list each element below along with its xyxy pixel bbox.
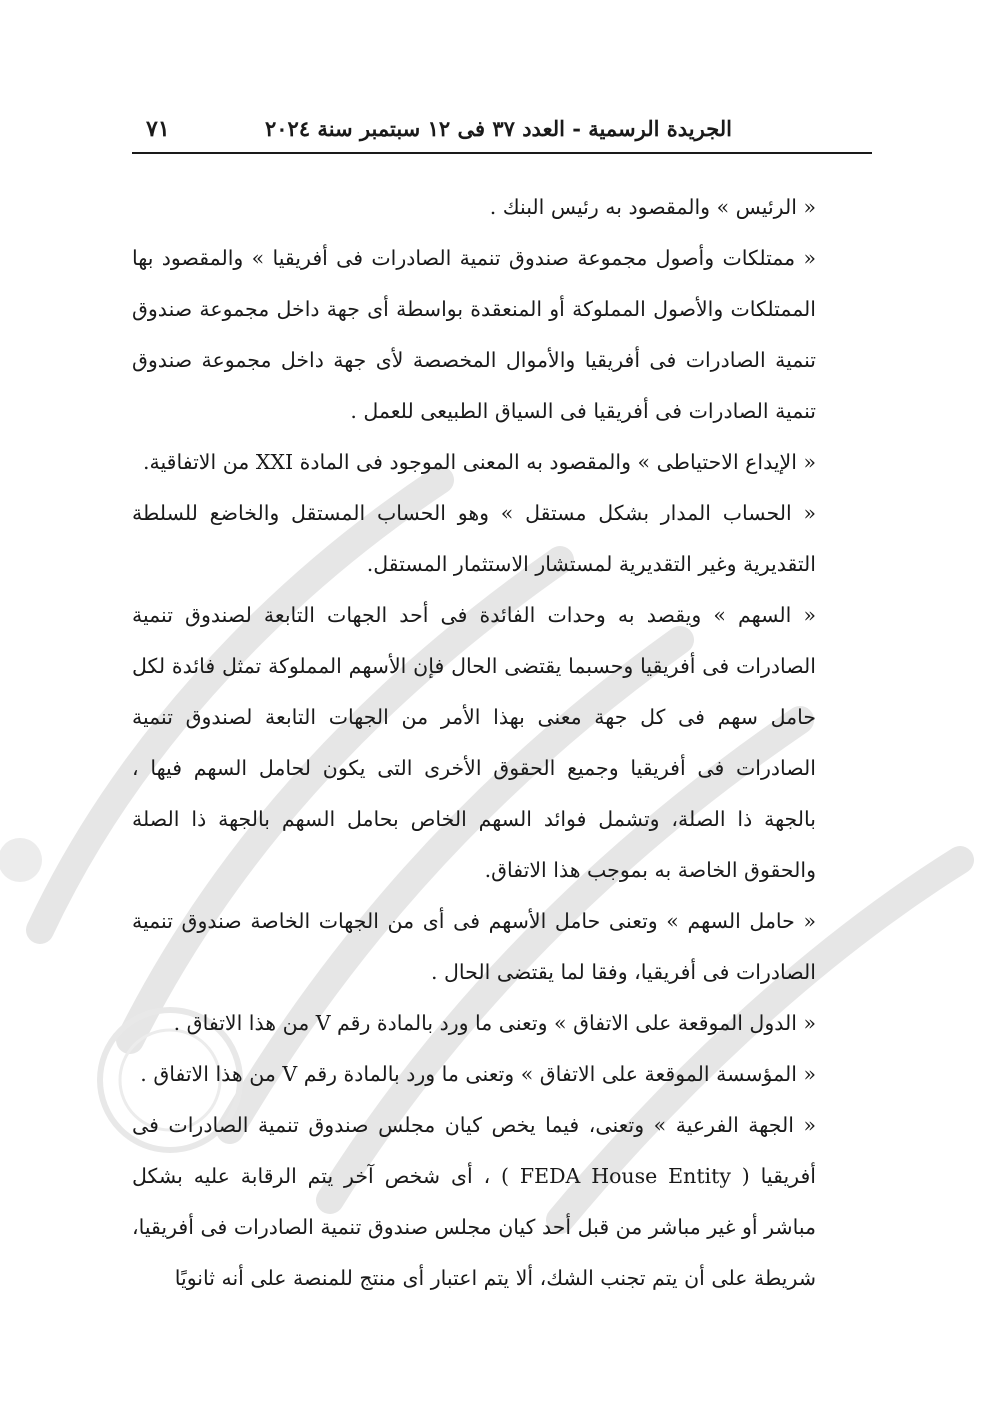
definition-paragraph: « السهم » ويقصد به وحدات الفائدة فى أحد الجهات التابعة لصندوق تنمية الصادرات فى أفريقيا وحسبما يقتضى الحال فإن الأسهم المملوكة تمثل فائدة لكل حامل سهم فى كل جهة معنى بهذا الأمر من الجهات التابعة لصندوق تنمية الصادرات فى أفريقيا وجميع الحقوق الأخرى التى يكون لحامل السهم فيها ، بالجهة ذا الصلة، وتشمل فوائد السهم الخاص بحامل السهم بالجهة ذا الصلة والحقوق الخاصة به بموجب هذا الاتفاق.	[132, 603, 816, 882]
page-header	[132, 112, 872, 154]
definition-paragraph: « الدول الموقعة على الاتفاق » وتعنى ما ورد بالمادة رقم V من هذا الاتفاق .	[173, 1011, 816, 1035]
definition-paragraph: « الحساب المدار بشكل مستقل » وهو الحساب المستقل والخاضع للسلطة التقديرية وغير التقديرية لمستشار الاستثمار المستقل.	[132, 501, 816, 576]
definition-paragraph: « المؤسسة الموقعة على الاتفاق » وتعنى ما ورد بالمادة رقم V من هذا الاتفاق .	[140, 1062, 816, 1086]
page-number: ٧١	[146, 116, 170, 142]
definition-paragraph: « الإيداع الاحتياطى » والمقصود به المعنى الموجود فى المادة XXI من الاتفاقية.	[142, 450, 816, 474]
definition-paragraph: « ممتلكات وأصول مجموعة صندوق تنمية الصادرات فى أفريقيا » والمقصود بها الممتلكات والأصول المملوكة أو المنعقدة بواسطة أى جهة داخل مجموعة صندوق تنمية الصادرات فى أفريقيا والأموال المخصصة لأى جهة داخل مجموعة صندوق تنمية الصادرات فى أفريقيا فى السياق الطبيعى للعمل .	[132, 246, 816, 423]
definition-paragraph: « الرئيس » والمقصود به رئيس البنك .	[489, 195, 816, 219]
definition-paragraph: « حامل السهم » وتعنى حامل الأسهم فى أى من الجهات الخاصة صندوق تنمية الصادرات فى أفريقيا، وفقا لما يقتضى الحال .	[132, 909, 816, 984]
document-body	[132, 182, 872, 1304]
gazette-title: الجريدة الرسمية - العدد ٣٧ فى ١٢ سبتمبر سنة ٢٠٢٤	[265, 116, 732, 141]
definition-paragraph: « الجهة الفرعية » وتعنى، فيما يخص كيان مجلس صندوق تنمية الصادرات فى أفريقيا ( FEDA House Entity ) ، أى شخص آخر يتم الرقابة عليه بشكل مباشر أو غير مباشر من قبل أحد كيان مجلس صندوق تنمية الصادرات فى أفريقيا، شريطة على أن يتم تجنب الشك، ألا يتم اعتبار أى منتج للمنصة على أنه ثانويًا	[132, 1113, 816, 1290]
